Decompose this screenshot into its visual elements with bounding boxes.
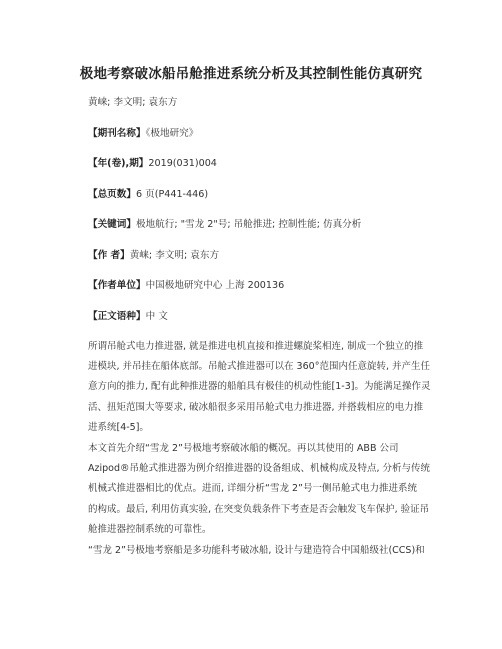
meta-authors [88, 249, 219, 262]
meta-value: 6 页(P441-446) [135, 189, 209, 200]
body-line: “雪龙 2”号极地考察船是多功能科考破冰船, 设计与建造符合中国船级社(CCS)和 [88, 545, 425, 556]
body-line: 舱推进器控制系统的可靠性。 [88, 524, 212, 535]
body-line: 进模块, 并吊挂在船体底部。吊舱式推进器可以在 360°范围内任意旋转, 并产生任 [88, 361, 430, 372]
document-title: 极地考察破冰船吊舱推进系统分析及其控制性能仿真研究 [79, 66, 423, 82]
body-line: 所谓吊舱式电力推进器, 就是推进电机直接和推进螺旋桨相连, 制成一个独立的推 [88, 341, 424, 352]
meta-key: 【正文语种】 [88, 311, 146, 322]
meta-key: 【年(卷),期】 [88, 158, 149, 169]
meta-key: 【期刊名称】 [88, 128, 146, 139]
meta-language [88, 310, 168, 323]
meta-value: 极地航行; "雪龙 2"号; 吊舱推进; 控制性能; 仿真分析 [135, 219, 362, 230]
meta-value: 中 文 [145, 311, 168, 322]
meta-key: 【总页数】 [88, 189, 136, 200]
author-list: 黄崃; 李文明; 袁东方 [88, 97, 178, 108]
meta-page-count [88, 188, 208, 201]
meta-value: 黄崃; 李文明; 袁东方 [129, 250, 220, 261]
meta-key: 【作 者】 [88, 250, 130, 261]
meta-journal [88, 127, 198, 140]
body-line: 活、扭矩范围大等要求, 破冰船很多采用吊舱式电力推进器, 并搭载相应的电力推 [88, 402, 424, 413]
body-line: 的构成。最后, 利用仿真实验, 在突变负载条件下考查是否会触发飞车保护, 验证吊 [88, 504, 430, 515]
meta-value: 2019(031)004 [148, 158, 217, 169]
meta-keywords [88, 218, 361, 231]
body-line: 机械式推进器相比的优点。进而, 详细分析“雪龙 2”号一侧吊舱式电力推进系统 [88, 483, 417, 494]
body-line: 进系统[4-5]。 [88, 422, 149, 433]
meta-key: 【作者单位】 [88, 280, 146, 291]
meta-value: 中国极地研究中心 上海 200136 [145, 280, 285, 291]
body-line: 本文首先介绍“雪龙 2”号极地考察破冰船的概况。再以其使用的 ABB 公司 [88, 443, 399, 454]
meta-value: 《极地研究》 [145, 128, 199, 139]
body-line: Azipod®吊舱式推进器为例介绍推进器的设备组成、机械构成及特点, 分析与传统 [88, 463, 431, 474]
body-line: 意方向的推力, 配有此种推进器的船舶具有极佳的机动性能[1-3]。为能满足操作灵 [88, 381, 431, 392]
meta-volume-issue [88, 157, 217, 170]
meta-affiliation [88, 279, 284, 292]
meta-key: 【关键词】 [88, 219, 136, 230]
